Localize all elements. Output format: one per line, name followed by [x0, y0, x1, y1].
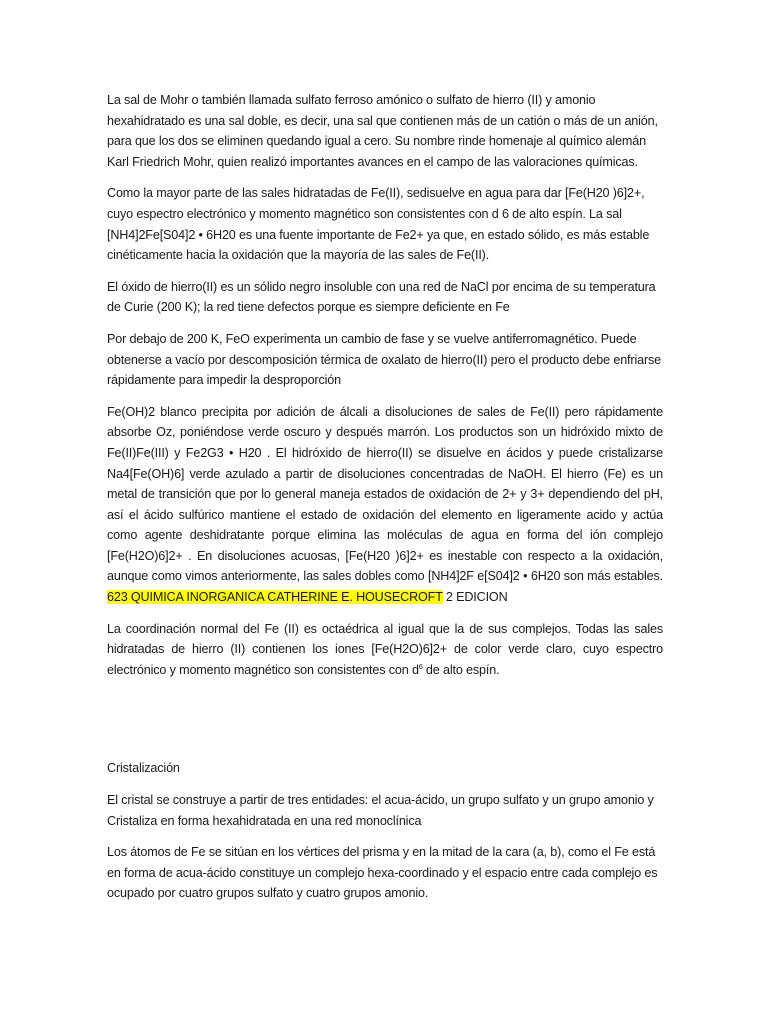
paragraph-feo-phase: Por debajo de 200 K, FeO experimenta un cambio de fase y se vuelve antiferromagnético. Puede obtenerse a vacío por descomposición térmica de oxalato de hierro(II) pero el producto debe enfriarse rápidamente para impedir la desproporción [107, 331, 661, 388]
highlighted-citation: 623 QUIMICA INORGANICA CATHERINE E. HOUSECROFT [107, 590, 443, 605]
paragraph-iron-oxide: El óxido de hierro(II) es un sólido negro insoluble con una red de NaCl por encima de su temperatura de Curie (200 K); la red tiene defectos porque es siempre deficiente en Fe [107, 279, 656, 315]
paragraph-hydrated-salts: Como la mayor parte de las sales hidratadas de Fe(II), sedisuelve en agua para dar [Fe(H20 )6]2+, cuyo espectro electrónico y momento magnético son consistentes con d 6 de alto espín. La sal [NH4]2Fe[S04]2 • 6H20 es una fuente importante de Fe2+ ya que, en estado sólido, es más estable cinéticamente hacia la oxidación que la mayoría de las sales de Fe(II). [107, 186, 650, 263]
paragraph-coordination-text: La coordinación normal del Fe (II) es octaédrica al igual que la de sus complejos. Todas las sales hidratadas de hierro (II) contienen los iones [Fe(H2O)6]2+ de color verde claro, cuyo espectro electrónico y momento magnético son consistentes con d [107, 621, 663, 677]
citation-edition: 2 EDICION [442, 590, 508, 605]
paragraph-crystal-structure: El cristal se construye a partir de tres entidades: el acua-ácido, un grupo sulfato y un grupo amonio y Cristaliza en forma hexahidratada en una red monoclínica [107, 793, 654, 828]
paragraph-mohr-salt-intro: La sal de Mohr o también llamada sulfato ferroso amónico o sulfato de hierro (II) y amonio hexahidratado es una sal doble, es decir, una sal que contienen más de un catión o más de un anión, para que los dos se eliminen quedando igual a cero. Su nombre rinde homenaje al químico alemán Karl Friedrich Mohr, quien realizó importantes avances en el campo de las valoraciones químicas. [107, 93, 658, 169]
blank-space [107, 691, 663, 758]
paragraph-coordination-tail: de alto espín. [422, 662, 500, 677]
section-heading-crystallization: Cristalización [107, 761, 180, 776]
paragraph-fe-atoms-position: Los átomos de Fe se sitúan en los vértices del prisma y en la mitad de la cara (a, b), como el Fe está en forma de acua-ácido constituye un complejo hexa-coordinado y el espacio entre cada complejo es ocupado por cuatro grupos sulfato y cuatro grupos amonio. [107, 845, 658, 901]
document-body [107, 90, 663, 915]
paragraph-iron-hydroxide-text: Fe(OH)2 blanco precipita por adición de álcali a disoluciones de sales de Fe(II) pero rápidamente absorbe Oz, poniéndose verde oscuro y después marrón. Los productos son un hidróxido mixto de Fe(II)Fe(III) y Fe2G3 • H20 . El hidróxido de hierro(II) se disuelve en ácidos y puede cristalizarse Na4[Fe(OH)6] verde azulado a partir de disoluciones concentradas de NaOH. El hierro (Fe) es un metal de transición que por lo general maneja estados de oxidación de 2+ y 3+ dependiendo del pH, así el ácido sulfúrico mantiene el estado de oxidación del elemento en ligeramente acido y actúa como agente deshidratante porque elimina las moléculas de agua en forma del ión complejo [Fe(H2O)6]2+ . En disoluciones acuosas, [Fe(H20 )6]2+ es inestable con respecto a la oxidación, aunque como vimos anteriormente, las sales dobles como [NH4]2F e[S04]2 • 6H20 son más estables. [107, 404, 663, 584]
superscript-electron-count: 6 [418, 663, 423, 671]
paragraph-coordination [107, 619, 663, 681]
paragraph-iron-hydroxide [107, 402, 663, 608]
